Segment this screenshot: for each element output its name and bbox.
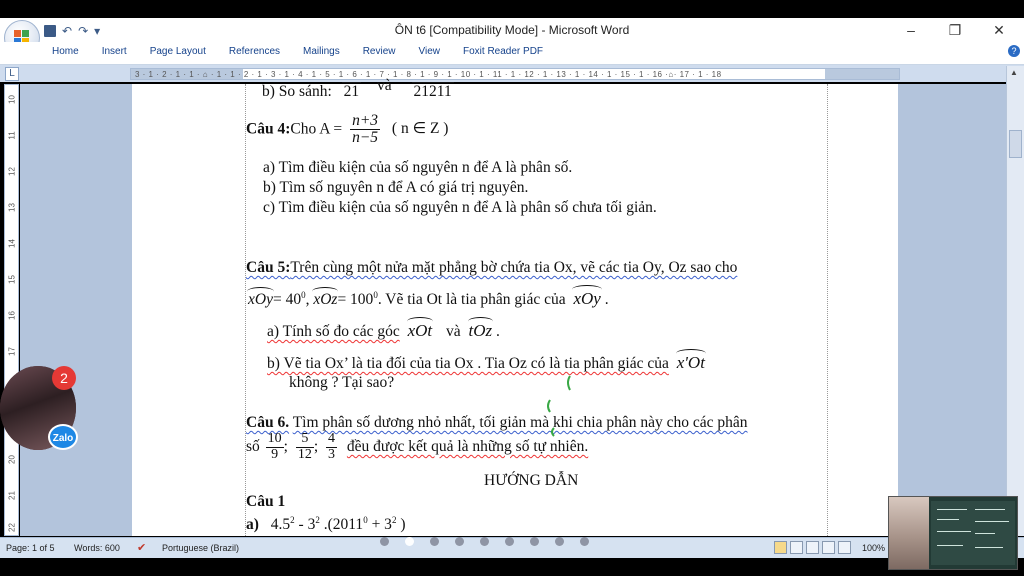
- draft-button[interactable]: [838, 541, 851, 554]
- tab-review[interactable]: Review: [362, 46, 396, 57]
- annotation-strokes: [540, 370, 580, 440]
- doc-cau5: [246, 259, 737, 277]
- fraction-num: 10: [267, 431, 282, 446]
- tab-insert[interactable]: Insert: [101, 46, 127, 57]
- doc-text: ( n ∈ Z ): [391, 120, 449, 138]
- horizontal-ruler[interactable]: [130, 68, 900, 80]
- vruler-mark: 12: [7, 167, 17, 176]
- fraction: [350, 113, 380, 147]
- fraction: [266, 432, 284, 462]
- doc-text: a) Tính số đo các góc: [267, 323, 400, 340]
- doc-text: b) Tìm số nguyên n để A có giá trị nguyên.: [263, 179, 529, 196]
- vruler-mark: 11: [7, 131, 17, 140]
- doc-text: a): [246, 516, 259, 534]
- slide-dot[interactable]: [380, 537, 389, 546]
- minimize-button[interactable]: –: [907, 22, 915, 38]
- fraction: [326, 432, 337, 462]
- doc-cau4: [246, 113, 448, 147]
- fraction-den: 9: [271, 446, 279, 462]
- tab-page-layout[interactable]: Page Layout: [149, 46, 206, 57]
- doc-text: 21211: [413, 83, 452, 100]
- doc-text: Cho A =: [290, 120, 343, 138]
- fraction-den: n−5: [352, 129, 379, 147]
- vruler-mark: 22: [7, 523, 17, 532]
- doc-text: b) Vẽ tia Ox’ là tia đối của tia Ox . Tia Oz có là tia phân giác của: [267, 355, 669, 372]
- doc-cau5-b: [267, 353, 705, 373]
- vruler-mark: 14: [7, 239, 17, 248]
- pen-stroke: [548, 400, 550, 412]
- exponent: 2: [391, 515, 397, 525]
- zoom-level[interactable]: 100%: [862, 543, 886, 553]
- vruler-mark: 17: [7, 347, 17, 356]
- tab-mailings[interactable]: Mailings: [303, 46, 340, 57]
- doc-cau5-a: a) Tính số đo các góc xOt và tOz .: [267, 321, 500, 340]
- vruler-mark: 15: [7, 275, 17, 284]
- tab-home[interactable]: Home: [52, 46, 79, 57]
- slide-dot[interactable]: [530, 537, 539, 546]
- proofing-icon[interactable]: ✔: [137, 542, 147, 554]
- ruler-marks: 3 · 1 · 2 · 1 · 1 · ⌂ · 1 · 1 · 2 · 1 · 3 · 1 · 4 · 1 · 5 · 1 · 6 · 1 · 7 · 1 · 8 · 1 · 9 · 1 · 10 · 1 · 11 · 1 · 12 · 1 · 13 · 1 · 14 · 1 · 15 · 1 · 16 ·⌂· 17 · 1 · 18: [135, 70, 722, 79]
- tab-references[interactable]: References: [228, 46, 281, 57]
- window-title: ÔN t6 [Compatibility Mode] - Microsoft Word: [394, 23, 630, 37]
- tab-selector[interactable]: L: [5, 67, 19, 81]
- doc-text: - 3: [294, 516, 316, 534]
- scroll-thumb[interactable]: [1009, 130, 1022, 158]
- vruler-mark: 13: [7, 203, 17, 212]
- webcam-overlay: [888, 496, 1018, 570]
- scroll-up-icon[interactable]: ▲: [1010, 68, 1018, 77]
- vertical-ruler[interactable]: [4, 84, 19, 536]
- question-label: Câu 5:: [246, 259, 291, 276]
- word-count[interactable]: Words: 600: [74, 543, 120, 553]
- doc-text: ): [396, 516, 406, 534]
- slide-dot[interactable]: [505, 537, 514, 546]
- doc-cau5-line2: $xOy= 40^0$, $xOz= 100^0$. Vẽ tia Ot là tia phân giác của xOy .: [248, 289, 609, 308]
- fraction-num: n+3: [352, 112, 379, 129]
- undo-button[interactable]: ↶: [62, 24, 73, 38]
- slide-dot[interactable]: [430, 537, 439, 546]
- language[interactable]: Portuguese (Brazil): [162, 543, 240, 553]
- doc-text: = 100: [337, 291, 374, 308]
- fraction-den: 3: [328, 446, 336, 462]
- pen-stroke: [568, 376, 570, 390]
- vertical-scrollbar[interactable]: [1006, 66, 1024, 536]
- slide-dot[interactable]: [405, 537, 414, 546]
- slide-dot[interactable]: [455, 537, 464, 546]
- vruler-mark: 20: [7, 455, 17, 464]
- close-button[interactable]: ✕: [993, 22, 1005, 38]
- doc-text: c) Tìm điều kiện của số nguyên n để A là phân số chưa tối giản.: [263, 199, 657, 216]
- doc-text: và: [446, 323, 461, 340]
- fraction: [296, 432, 314, 462]
- fraction-num: 5: [296, 432, 314, 448]
- doc-line-b: [262, 77, 454, 101]
- page-count[interactable]: Page: 1 of 5: [6, 543, 55, 553]
- text-boundary-left: [245, 84, 246, 536]
- document-page[interactable]: [132, 84, 898, 536]
- zalo-icon: Zalo: [48, 424, 78, 450]
- doc-text: + 3: [367, 516, 392, 534]
- doc-cau6: [246, 414, 747, 432]
- outline-button[interactable]: [822, 541, 835, 554]
- doc-text: số: [246, 437, 260, 455]
- doc-cau6-line2: số $\frac{10}{9}$ ; $\frac{5}{12}$ ; $\frac{4}{3}$ đều được kết quả là những số tự nhiên.: [246, 431, 589, 462]
- print-layout-button[interactable]: [774, 541, 787, 554]
- degree: 0: [301, 289, 306, 300]
- notification-badge: 2: [52, 366, 76, 390]
- angle-symbol: x'Ot: [676, 353, 705, 372]
- slide-indicator: [380, 537, 589, 546]
- doc-text: 21: [343, 83, 360, 100]
- exponent: 2: [290, 515, 295, 525]
- slide-dot[interactable]: [480, 537, 489, 546]
- doc-text: 4.5: [270, 516, 291, 534]
- doc-text: . Vẽ tia Ot là tia phân giác của: [377, 291, 566, 308]
- doc-cau1-a: [246, 515, 405, 534]
- redo-button[interactable]: ↷: [78, 24, 89, 38]
- pen-stroke: [552, 428, 554, 436]
- doc-text: a) Tìm điều kiện của số nguyên n để A là phân số.: [263, 159, 573, 176]
- ruler-right-margin: [825, 69, 900, 79]
- doc-text: .(2011: [319, 516, 364, 534]
- angle-symbol: xOt: [407, 321, 433, 340]
- ribbon-tabs: [52, 46, 566, 57]
- doc-text: và: [377, 77, 392, 94]
- question-label: Câu 4:: [246, 120, 291, 138]
- slide-dot[interactable]: [555, 537, 564, 546]
- full-screen-reading-button[interactable]: [790, 541, 803, 554]
- vruler-mark: 10: [7, 95, 17, 104]
- blackboard: [931, 501, 1015, 565]
- doc-text: = 40: [272, 291, 302, 308]
- fraction-num: 4: [328, 431, 336, 446]
- tab-view[interactable]: View: [418, 46, 440, 57]
- angle-symbol: xOy: [248, 291, 273, 308]
- text-boundary-right: [827, 84, 828, 536]
- fraction-den: 12: [297, 446, 312, 462]
- restore-button[interactable]: ❐: [948, 22, 962, 38]
- doc-text: b) So sánh:: [262, 83, 332, 100]
- doc-text: Tìm phân số dương nhỏ nhất, tối giản mà khi chia phân này cho các phân: [292, 414, 748, 431]
- customize-qat-button[interactable]: ▾: [94, 24, 101, 38]
- exponent: 2: [315, 515, 320, 525]
- doc-text: Trên cùng một nửa mặt phẳng bờ chứa tia Ox, vẽ các tia Oy, Oz sao cho: [290, 259, 738, 276]
- doc-text: đều được kết quả là những số tự nhiên.: [346, 437, 589, 455]
- presenter: [889, 497, 929, 569]
- doc-text: Câu 1: [246, 493, 286, 510]
- question-label: Câu 6.: [246, 414, 290, 431]
- vruler-mark: 21: [7, 491, 17, 500]
- doc-text: không ? Tại sao?: [289, 374, 395, 391]
- angle-symbol: tOz: [468, 321, 493, 340]
- slide-dot[interactable]: [580, 537, 589, 546]
- web-layout-button[interactable]: [806, 541, 819, 554]
- exponent: 0: [363, 515, 368, 525]
- angle-symbol: xOz: [313, 291, 338, 308]
- help-button[interactable]: ?: [1008, 45, 1020, 57]
- degree: 0: [373, 289, 378, 300]
- doc-heading: HƯỚNG DẪN: [484, 472, 579, 489]
- tab-foxit[interactable]: Foxit Reader PDF: [463, 46, 544, 57]
- angle-symbol: xOy: [573, 289, 601, 308]
- vruler-mark: 16: [7, 311, 17, 320]
